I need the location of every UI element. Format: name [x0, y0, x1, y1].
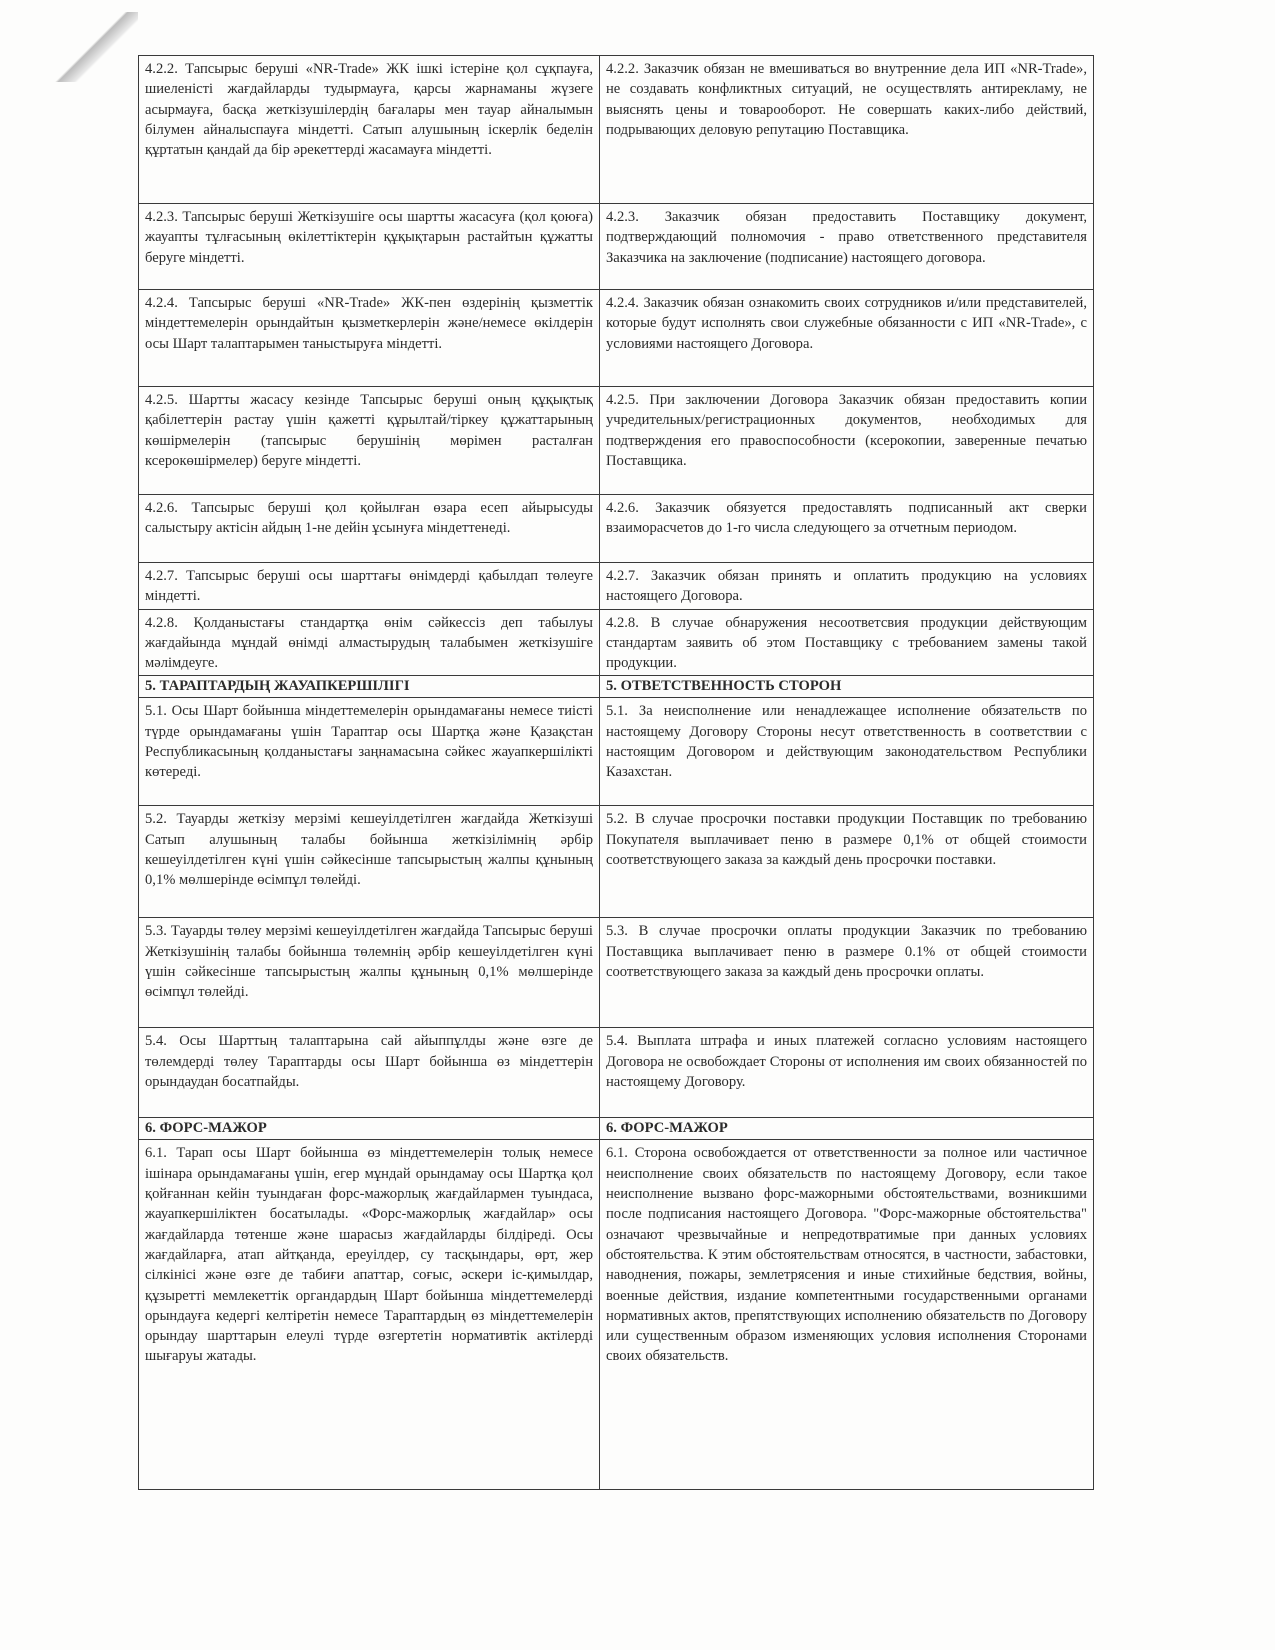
clause-row-5-3: [139, 918, 1094, 1028]
clause-row-5-4: [139, 1028, 1094, 1118]
clause-row-5-2: [139, 806, 1094, 918]
clause-ru-text: 4.2.4. Заказчик обязан ознакомить своих сотрудников и/или представителей, которые будут исполнять свои служебные обязанности с ИП «NR-Trade», с условиями настоящего Договора.: [600, 290, 1094, 387]
section-heading-ru: 6. ФОРС-МАЖОР: [600, 1118, 1094, 1140]
clause-ru-text: 5.4. Выплата штрафа и иных платежей согласно условиям настоящего Договора не освобождает Стороны от исполнения им своих обязанностей по настоящему Договору.: [600, 1028, 1094, 1118]
clause-row-4-2-4: [139, 290, 1094, 387]
clause-row-4-2-6: [139, 495, 1094, 563]
section-heading-ru: 5. ОТВЕТСТВЕННОСТЬ СТОРОН: [600, 676, 1094, 698]
clause-ru-text: 4.2.3. Заказчик обязан предоставить Поставщику документ, подтверждающий полномочия - право ответственного представителя Заказчика на заключение (подписание) настоящего договора.: [600, 204, 1094, 290]
clause-kz-text: 6.1. Тарап осы Шарт бойынша өз міндеттемелерін толық немесе ішінара орындамағаны үшін, егер мұндай орындамау осы Шартқа қол қойғаннан кейін туындаған форс-мажорлық жағдайлармен туындаса, жауапкершіліктен босатылады. «Форс-мажорлық жағдайлар» осы жағдайларда төтенше және шарасыз жағдайларды білдіреді. Осы жағдайларға, атап айтқанда, ереуілдер, су тасқындары, өрт, жер сілкінісі және өзге де табиғи апаттар, соғыс, әскери іс-қимылдар, құзыретті мемлекеттік органдардың Шарт бойынша міндеттемелерді орындауға кедергі келтіретін немесе Тараптардың өз міндеттемелерін орындау шарттарын елеулі түрде өзгертетін нормативтік актілерді шығаруы жатады.: [139, 1140, 600, 1490]
section-heading-kz: 5. ТАРАПТАРДЫҢ ЖАУАПКЕРШІЛІГІ: [139, 676, 600, 698]
clause-ru-text: 6.1. Сторона освобождается от ответственности за полное или частичное неисполнение своих обязательств по настоящему Договору, если такое неисполнение вызвано форс-мажорными обстоятельствами, возникшими после подписания настоящего Договора. "Форс-мажорные обстоятельства" означают чрезвычайные и непредотвратимые при данных условиях обстоятельства. К этим обстоятельствам относятся, в частности, забастовки, наводнения, пожары, землетрясения и иные стихийные бедствия, войны, военные действия, издание компетентными государственными органами нормативных актов, препятствующих исполнению обязательств по Договору или существенным образом изменяющих условия исполнения Сторонами своих обязательств.: [600, 1140, 1094, 1490]
clause-ru-text: 4.2.8. В случае обнаружения несоответсвия продукции действующим стандартам заявить об этом Поставщику с требованием замены такой продукции.: [600, 609, 1094, 676]
clause-kz-text: 4.2.5. Шартты жасасу кезінде Тапсырыс беруші оның құқықтық қабілеттерін растау үшін қажетті құрылтай/тіркеу құжаттарының көшірмелерін (тапсырыс берушінің мөрімен расталған ксерокөшірмелер) беруге міндетті.: [139, 387, 600, 495]
clause-ru-text: 4.2.5. При заключении Договора Заказчик обязан предоставить копии учредительных/регистрационных документов, необходимых для подтверждения его правоспособности (ксерокопии, заверенные печатью Поставщика.: [600, 387, 1094, 495]
section-heading-kz: 6. ФОРС-МАЖОР: [139, 1118, 600, 1140]
clause-kz-text: 4.2.6. Тапсырыс беруші қол қойылған өзара есеп айырысуды салыстыру актісін айдың 1-не дейін ұсынуға міндеттенеді.: [139, 495, 600, 563]
clause-kz-text: 5.4. Осы Шарттың талаптарына сай айыппұлды және өзге де төлемдерді төлеу Тараптарды осы Шарт бойынша өз міндеттерін орындаудан босатпайды.: [139, 1028, 600, 1118]
clause-kz-text: 4.2.7. Тапсырыс беруші осы шарттағы өнімдерді қабылдап төлеуге міндетті.: [139, 563, 600, 610]
clause-row-4-2-5: [139, 387, 1094, 495]
clause-kz-text: 4.2.2. Тапсырыс беруші «NR-Trade» ЖК ішкі істеріне қол сұқпауға, шиеленісті жағдайларды тудырмауға, қарсы жарнаманы жүзеге асырмауға, басқа жеткізушілердің бағалары мен тауар айналымын білумен айналыспауға міндетті. Сатып алушының іскерлік беделін құртатын қандай да бір әрекеттерді жасамауға міндетті.: [139, 56, 600, 204]
clause-row-4-2-2: [139, 56, 1094, 204]
clause-ru-text: 4.2.7. Заказчик обязан принять и оплатить продукцию на условиях настоящего Договора.: [600, 563, 1094, 610]
clause-kz-text: 4.2.8. Қолданыстағы стандартқа өнім сәйкессіз деп табылуы жағдайында мұндай өнімді алмастырудың талабымен жеткізушіге мәлімдеуге.: [139, 609, 600, 676]
clause-kz-text: 5.2. Тауарды жеткізу мерзімі кешеуілдетілген жағдайда Жеткізуші Сатып алушының талабы бойынша жеткізілімнің әрбір кешеуілдетілген күні үшін сәйкесінше тапсырыстың жалпы құнының 0,1% мөлшерінде өсімпұл төлейді.: [139, 806, 600, 918]
clause-row-4-2-8: [139, 609, 1094, 676]
clause-kz-text: 5.3. Тауарды төлеу мерзімі кешеуілдетілген жағдайда Тапсырыс беруші Жеткізушінің талабы бойынша төлемнің әрбір кешеуілдетілген күні үшін сәйкесінше тапсырыстың жалпы құнының 0,1% мөлшерінде өсімпұл төлейді.: [139, 918, 600, 1028]
clause-ru-text: 5.2. В случае просрочки поставки продукции Поставщик по требованию Покупателя выплачивает пеню в размере 0,1% от общей стоимости соответствующего заказа за каждый день просрочки поставки.: [600, 806, 1094, 918]
clause-ru-text: 4.2.2. Заказчик обязан не вмешиваться во внутренние дела ИП «NR-Trade», не создавать конфликтных ситуаций, не осуществлять антирекламу, не выяснять цены и товарооборот. Не совершать каких-либо действий, подрывающих деловую репутацию Поставщика.: [600, 56, 1094, 204]
clause-row-4-2-3: [139, 204, 1094, 290]
clause-row-4-2-7: [139, 563, 1094, 610]
clause-kz-text: 4.2.4. Тапсырыс беруші «NR-Trade» ЖК-пен өздерінің қызметтік міндеттемелерін орындайтын қызметкерлерін және/немесе өкілдерін осы Шарт талаптарымен таныстыруға міндетті.: [139, 290, 600, 387]
clause-kz-text: 4.2.3. Тапсырыс беруші Жеткізушіге осы шартты жасасуға (қол қоюға) жауапты тұлғасының өкілеттіктерін құқықтарын растайтын құжатты беруге міндетті.: [139, 204, 600, 290]
section-heading-row: [139, 676, 1094, 698]
bilingual-contract-table: [138, 55, 1094, 1490]
clause-row-5-1: [139, 698, 1094, 806]
clause-ru-text: 5.1. За неисполнение или ненадлежащее исполнение обязательств по настоящему Договору Стороны несут ответственность в соответствии с настоящим Договором и действующим законодательством Республики Казахстан.: [600, 698, 1094, 806]
clause-row-6-1: [139, 1140, 1094, 1490]
page-corner-fold: [48, 12, 138, 82]
clause-ru-text: 5.3. В случае просрочки оплаты продукции Заказчик по требованию Поставщика выплачивает пеню в размере 0.1% от общей стоимости соответствующего заказа за каждый день просрочки оплаты.: [600, 918, 1094, 1028]
clause-ru-text: 4.2.6. Заказчик обязуется предоставлять подписанный акт сверки взаиморасчетов до 1-го числа следующего за отчетным периодом.: [600, 495, 1094, 563]
section-heading-row: [139, 1118, 1094, 1140]
clause-kz-text: 5.1. Осы Шарт бойынша міндеттемелерін орындамағаны немесе тиісті түрде орындамағаны үшін Тараптар осы Шартқа және Қазақстан Республикасының қолданыстағы заңнамасына сәйкес жауапкершілікті көтереді.: [139, 698, 600, 806]
